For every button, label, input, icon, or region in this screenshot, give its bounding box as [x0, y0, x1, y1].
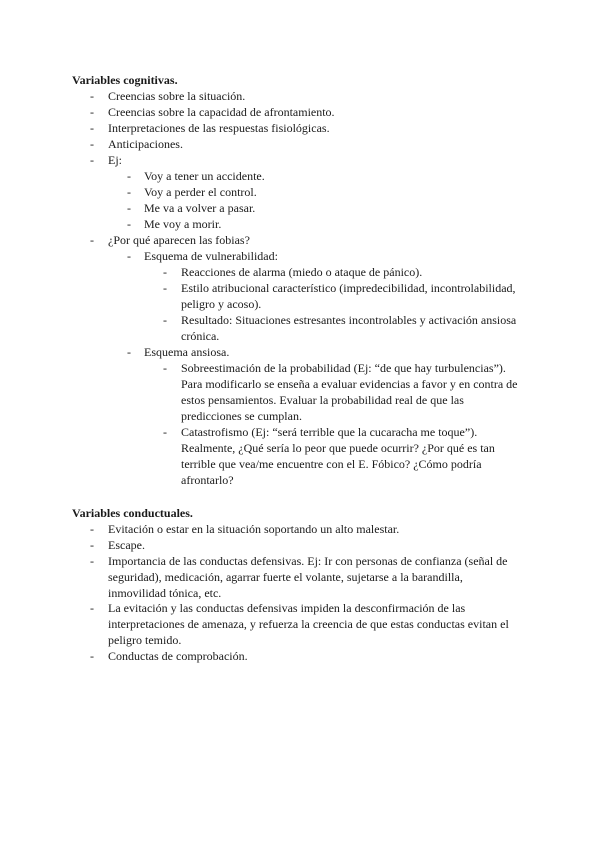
bullet-dash: -: [163, 313, 167, 327]
bullet-dash: -: [90, 89, 94, 103]
text-line: afrontarlo?: [181, 473, 234, 487]
item-text: Evitación o estar en la situación soportando un alto malestar.: [108, 522, 400, 536]
bullet-dash: -: [163, 265, 167, 279]
item-text: [108, 553, 528, 601]
item-text: Esquema de vulnerabilidad:: [144, 249, 278, 263]
item-text: Esquema ansiosa.: [144, 345, 230, 359]
bullet-dash: -: [163, 361, 167, 375]
text-line: Realmente, ¿Qué sería lo peor que puede ocurrir? ¿Por qué es tan: [181, 441, 495, 455]
bullet-dash: -: [90, 554, 94, 568]
item-text: [181, 312, 521, 344]
item-text: Reacciones de alarma (miedo o ataque de pánico).: [181, 265, 423, 279]
text-line: Estilo atribucional característico (impredecibilidad, incontrolabilidad,: [181, 281, 516, 295]
item-text: Me va a volver a pasar.: [144, 201, 256, 215]
item-text: ¿Por qué aparecen las fobias?: [108, 233, 250, 247]
item-text: [181, 360, 521, 424]
text-line: interpretaciones de amenaza, y refuerza la creencia de que estas conductas evitan el: [108, 617, 509, 631]
text-line: Resultado: Situaciones estresantes incontrolables y activación ansiosa: [181, 313, 517, 327]
item-text: Ej:: [108, 153, 122, 167]
bullet-dash: -: [90, 601, 94, 615]
bullet-dash: -: [90, 153, 94, 167]
bullet-dash: -: [90, 538, 94, 552]
item-text: Anticipaciones.: [108, 137, 183, 151]
text-line: terrible que vea/me encuentre con el E. Fóbico? ¿Cómo podría: [181, 457, 482, 471]
heading-behavioral: Variables conductuales.: [72, 506, 193, 520]
item-text: Conductas de comprobación.: [108, 649, 248, 663]
bullet-dash: -: [127, 249, 131, 263]
bullet-dash: -: [90, 649, 94, 663]
text-line: estos pensamientos. Evaluar la probabilidad real de que las: [181, 393, 464, 407]
bullet-dash: -: [90, 105, 94, 119]
text-line: predicciones se cumplan.: [181, 409, 302, 423]
text-line: Catastrofismo (Ej: “será terrible que la cucaracha me toque”).: [181, 425, 478, 439]
item-text: [108, 600, 528, 648]
item-text: Interpretaciones de las respuestas fisiológicas.: [108, 121, 330, 135]
item-text: Me voy a morir.: [144, 217, 222, 231]
item-text: Voy a perder el control.: [144, 185, 257, 199]
bullet-dash: -: [127, 345, 131, 359]
item-text: [181, 424, 521, 488]
item-text: Voy a tener un accidente.: [144, 169, 265, 183]
heading-cognitive: Variables cognitivas.: [72, 73, 178, 87]
bullet-dash: -: [90, 137, 94, 151]
bullet-dash: -: [127, 185, 131, 199]
text-line: inmovilidad tónica, etc.: [108, 586, 222, 600]
text-line: peligro temido.: [108, 633, 182, 647]
bullet-dash: -: [127, 169, 131, 183]
bullet-dash: -: [90, 522, 94, 536]
text-line: Para modificarlo se enseña a evaluar evidencias a favor y en contra de: [181, 377, 518, 391]
text-line: La evitación y las conductas defensivas impiden la desconfirmación de las: [108, 601, 466, 615]
item-text: Creencias sobre la capacidad de afrontamiento.: [108, 105, 335, 119]
text-line: Sobreestimación de la probabilidad (Ej: “de que hay turbulencias”).: [181, 361, 506, 375]
bullet-dash: -: [163, 281, 167, 295]
text-line: peligro y acoso).: [181, 297, 262, 311]
bullet-dash: -: [127, 201, 131, 215]
item-text: Escape.: [108, 538, 145, 552]
item-text: Creencias sobre la situación.: [108, 89, 246, 103]
bullet-dash: -: [163, 425, 167, 439]
text-line: seguridad), medicación, agarrar fuerte el volante, sujetarse a la barandilla,: [108, 570, 463, 584]
text-line: Importancia de las conductas defensivas. Ej: Ir con personas de confianza (señal de: [108, 554, 508, 568]
text-line: crónica.: [181, 329, 220, 343]
bullet-dash: -: [127, 217, 131, 231]
bullet-dash: -: [90, 121, 94, 135]
bullet-dash: -: [90, 233, 94, 247]
item-text: [181, 280, 521, 312]
